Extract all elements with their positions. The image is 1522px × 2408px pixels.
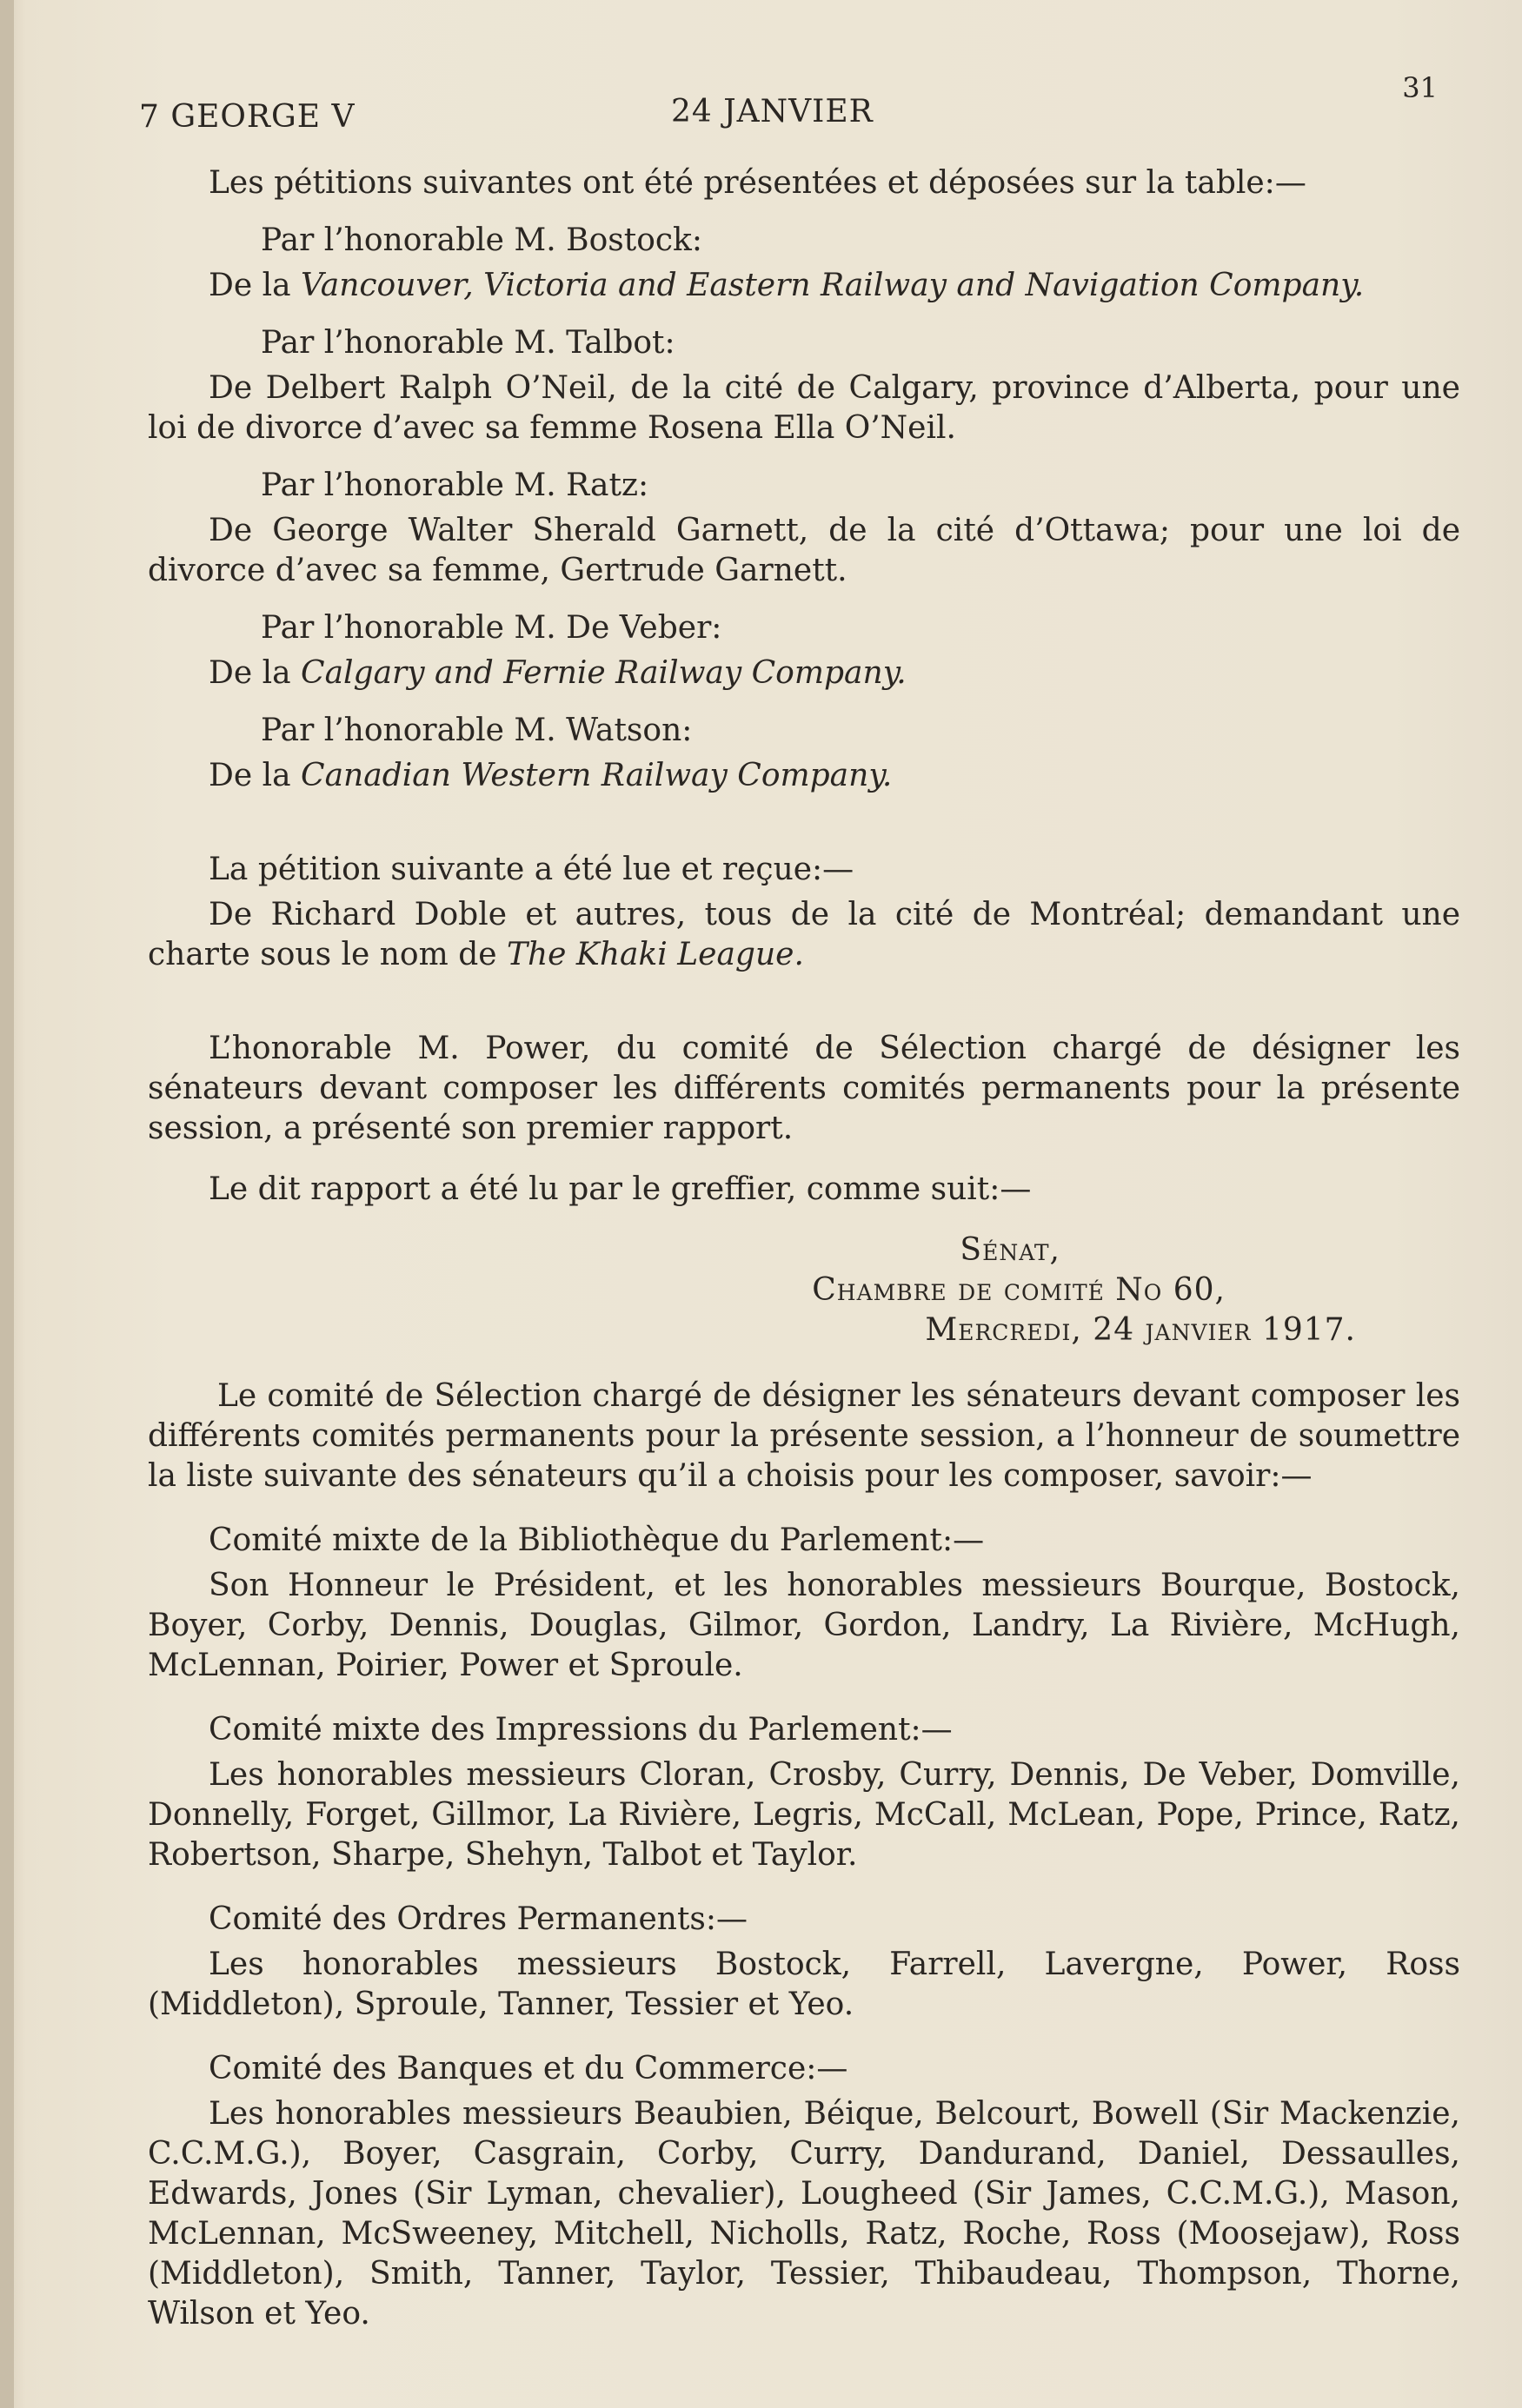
report-body: Le comité de Sélection chargé de désigner les sénateurs devant composer les différents comités permanents pour la présente session, a l’honneur de soumettre la liste suivante des sénateurs qu’il a choisis pour les composer, savoir:— — [148, 1378, 1460, 1494]
petition-entry — [148, 608, 1460, 693]
committee-block — [148, 1710, 1460, 1875]
petitions-intro: Les pétitions suivantes ont été présentées et déposées sur la table:— — [209, 165, 1306, 201]
report-senat: Sénat, — [960, 1232, 1060, 1268]
report-chambre — [148, 1270, 1460, 1310]
petition-text — [148, 756, 1460, 796]
petition-presenter: Par l’honorable M. Watson: — [261, 713, 693, 748]
committee-block — [148, 2049, 1460, 2334]
header-date: 24 JANVIER — [671, 94, 874, 129]
committee-members: Son Honneur le Président, et les honorables messieurs Bourque, Bostock, Boyer, Corby, Dennis, Douglas, Gilmor, Gordon, Landry, La Rivière, McHugh, McLennan, Poirier, Power et Sproule. — [148, 1568, 1460, 1683]
petition-text — [148, 653, 1460, 693]
petition-presenter: Par l’honorable M. De Veber: — [261, 610, 722, 646]
committee-members: Les honorables messieurs Bostock, Farrell, Lavergne, Power, Ross (Middleton), Sproule, Tanner, Tessier et Yeo. — [148, 1947, 1460, 2022]
petition-entry — [148, 711, 1460, 796]
report-intro: L’honorable M. Power, du comité de Sélection chargé de désigner les sénateurs devant composer les différents comités permanents pour la présente session, a présenté son premier rapport. — [148, 1031, 1460, 1146]
petition-text — [148, 266, 1460, 306]
petition-presenter: Par l’honorable M. Ratz: — [261, 468, 649, 503]
committee-name: Comité mixte de la Bibliothèque du Parlement:— — [209, 1522, 985, 1558]
petition-company: Canadian Western Railway Company. — [301, 758, 893, 793]
header-regnal-year: 7 GEORGE V — [139, 99, 356, 135]
committee-name: Comité des Banques et du Commerce:— — [209, 2051, 848, 2086]
report-date — [148, 1310, 1460, 1350]
petition-entry — [148, 323, 1460, 448]
petition-entry — [148, 221, 1460, 306]
petition-company: Calgary and Fernie Railway Company. — [301, 655, 907, 691]
report-chambre-text: Chambre de comité No 60, — [812, 1272, 1226, 1308]
petition-text-prefix: De la — [209, 268, 302, 303]
committee-block — [148, 1521, 1460, 1686]
running-head — [139, 71, 1469, 146]
page-spine-shadow — [0, 0, 14, 2408]
report-date-text: Mercredi, 24 janvier 1917. — [925, 1312, 1356, 1348]
petition-read-text — [148, 895, 1460, 975]
petition-presenter: Par l’honorable M. Talbot: — [261, 325, 675, 361]
page-body — [148, 163, 1460, 2334]
petition-text: De Delbert Ralph O’Neil, de la cité de Calgary, province d’Alberta, pour une loi de divorce d’avec sa femme Rosena Ella O’Neil. — [148, 370, 1460, 446]
report-heading — [148, 1231, 1460, 1350]
petition-text-prefix: De la — [209, 758, 302, 793]
report-read: Le dit rapport a été lu par le greffier, comme suit:— — [209, 1171, 1032, 1207]
page-number: 31 — [1402, 71, 1438, 104]
petition-entry — [148, 466, 1460, 591]
petition-read-prefix: De Richard Doble et autres, tous de la cité de Montréal; demandant une charte sous le nom de — [148, 897, 1460, 972]
committee-name: Comité des Ordres Permanents:— — [209, 1901, 748, 1937]
petition-text-prefix: De la — [209, 655, 302, 691]
league-name: The Khaki League. — [506, 937, 804, 972]
committee-name: Comité mixte des Impressions du Parlement:— — [209, 1712, 953, 1748]
petition-text: De George Walter Sherald Garnett, de la cité d’Ottawa; pour une loi de divorce d’avec sa femme, Gertrude Garnett. — [148, 513, 1460, 588]
petition-presenter: Par l’honorable M. Bostock: — [261, 222, 702, 258]
committee-members: Les honorables messieurs Beaubien, Béique, Belcourt, Bowell (Sir Mackenzie, C.C.M.G.), Boyer, Casgrain, Corby, Curry, Dandurand, Daniel, Dessaulles, Edwards, Jones (Sir Lyman, chevalier), Lougheed (Sir James, C.C.M.G.), Mason, McLennan, McSweeney, Mitchell, Nicholls, Ratz, Roche, Ross (Moosejaw), Ross (Middleton), Smith, Tanner, Taylor, Tessier, Thibaudeau, Thompson, Thorne, Wilson et Yeo. — [148, 2096, 1460, 2332]
committee-block — [148, 1900, 1460, 2025]
petition-company: Vancouver, Victoria and Eastern Railway and Navigation Company. — [301, 268, 1365, 303]
committee-members: Les honorables messieurs Cloran, Crosby, Curry, Dennis, De Veber, Domville, Donnelly, Forget, Gillmor, La Rivière, Legris, McCall, McLean, Pope, Prince, Ratz, Robertson, Sharpe, Shehyn, Talbot et Taylor. — [148, 1757, 1460, 1873]
petition-read-intro: La pétition suivante a été lue et reçue:— — [209, 852, 854, 887]
